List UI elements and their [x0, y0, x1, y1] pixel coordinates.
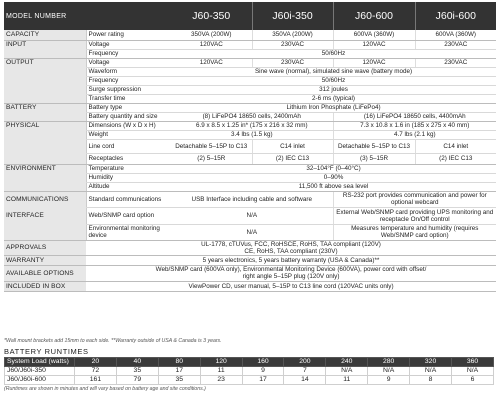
power-rating-value: 350VA (200W): [171, 30, 252, 40]
waveform-value: Sine wave (normal), simulated sine wave (battery mode): [171, 67, 496, 76]
battery-qty-600: (16) LiFePO4 18650 cells, 4400mAh: [333, 112, 496, 121]
load-cell: 120: [200, 358, 242, 367]
runtimes-row-label: J60/J60i-600: [5, 376, 75, 385]
load-cell: 360: [452, 358, 494, 367]
runtime-cell: 14: [284, 376, 326, 385]
load-cell: 240: [326, 358, 368, 367]
temperature-row: [4, 164, 496, 173]
receptacles-value: (2) IEC C13: [252, 153, 333, 164]
webcard-row: [4, 207, 496, 224]
section-interface: INTERFACE: [4, 207, 86, 224]
header-row: [4, 2, 496, 30]
waveform-row: [4, 67, 496, 76]
section-environment: ENVIRONMENT: [4, 164, 86, 173]
runtime-cell: 23: [200, 376, 242, 385]
load-cell: 80: [158, 358, 200, 367]
standard-comms-600: RS-232 port provides communication and power for optional webcard: [333, 191, 496, 207]
attr-weight: Weight: [86, 130, 171, 139]
battery-qty-350: (8) LiFePO4 18650 cells, 2400mAh: [171, 112, 333, 121]
attr-receptacles: Receptacles: [86, 153, 171, 164]
attr-line-cord: Line cord: [86, 139, 171, 153]
options-line-2: right angle 5–15P plug (120V only): [242, 273, 340, 280]
section-battery: BATTERY: [4, 103, 86, 112]
receptacles-row: [4, 153, 496, 164]
attr-humidity: Humidity: [86, 173, 171, 182]
standard-comms-350: USB Interface including cable and software: [171, 191, 333, 207]
inbox-value: ViewPower CD, user manual, 5–15P to C13 line cord (120VAC units only): [86, 281, 496, 291]
envmon-600: Measures temperature and humidity (requires Web/SNMP card option): [333, 224, 496, 240]
attr-transfer: Transfer time: [86, 94, 171, 103]
altitude-row: [4, 182, 496, 191]
input-voltage-value: 120VAC: [171, 40, 252, 49]
runtimes-note: (Runtimes are shown in minutes and will vary based on battery age and site conditions.): [4, 386, 206, 392]
dimensions-350: 6.9 x 8.5 x 1.25 in* (175 x 216 x 32 mm): [171, 121, 333, 130]
runtime-cell: 7: [284, 367, 326, 376]
attr-envmon: Environmental monitoring device: [86, 224, 171, 240]
runtime-cell: 79: [116, 376, 158, 385]
section-output: OUTPUT: [4, 58, 86, 67]
input-voltage-row: [4, 40, 496, 49]
line-cord-row: [4, 139, 496, 153]
runtime-cell: 9: [368, 376, 410, 385]
runtime-cell: 9: [242, 367, 284, 376]
approvals-line-1: UL-1778, cTUVus, FCC, RoHSCE, RoHS, TAA compliant (120V): [201, 240, 381, 248]
attr-dimensions: Dimensions (W x D x H): [86, 121, 171, 130]
attr-power-rating: Power rating: [86, 30, 171, 40]
section-options: AVAILABLE OPTIONS: [4, 265, 86, 281]
envmon-row: [4, 224, 496, 240]
attr-temperature: Temperature: [86, 164, 171, 173]
line-cord-value: C14 inlet: [252, 139, 333, 153]
runtimes-header-row: [5, 358, 494, 367]
input-voltage-value: 230VAC: [415, 40, 496, 49]
attr-battery-qty: Battery quantity and size: [86, 112, 171, 121]
runtimes-row-600: [5, 376, 494, 385]
weight-600: 4.7 lbs (2.1 kg): [333, 130, 496, 139]
section-approvals: APPROVALS: [4, 240, 86, 255]
humidity-row: [4, 173, 496, 182]
warranty-row: [4, 255, 496, 265]
runtime-cell: 35: [116, 367, 158, 376]
webcard-600: External Web/SNMP card providing UPS monitoring and receptacle On/Off control: [333, 207, 496, 224]
section-input: INPUT: [4, 40, 86, 49]
transfer-row: [4, 94, 496, 103]
output-voltage-value: 230VAC: [415, 58, 496, 67]
receptacles-value: (2) 5–15R: [171, 153, 252, 164]
runtime-cell: 17: [242, 376, 284, 385]
attr-battery-type: Battery type: [86, 103, 171, 112]
runtime-cell: 161: [75, 376, 117, 385]
footnote: *Wall mount brackets add 15mm to each side. **Warranty outside of USA & Canada is 3 years.: [4, 338, 222, 344]
runtime-cell: N/A: [410, 367, 452, 376]
surge-value: 312 joules: [171, 85, 496, 94]
model-j60-350: J60-350: [171, 2, 252, 30]
model-j60-600: J60-600: [333, 2, 415, 30]
output-voltage-value: 230VAC: [252, 58, 333, 67]
inbox-row: [4, 281, 496, 291]
power-rating-value: 600VA (360W): [415, 30, 496, 40]
attr-altitude: Altitude: [86, 182, 171, 191]
section-capacity: CAPACITY: [4, 30, 86, 40]
runtime-cell: 17: [158, 367, 200, 376]
surge-row: [4, 85, 496, 94]
battery-qty-row: [4, 112, 496, 121]
weight-350: 3.4 lbs (1.5 kg): [171, 130, 333, 139]
envmon-350: N/A: [171, 224, 333, 240]
load-cell: 320: [410, 358, 452, 367]
transfer-value: 2-6 ms (typical): [171, 94, 496, 103]
weight-row: [4, 130, 496, 139]
input-voltage-value: 120VAC: [333, 40, 415, 49]
capacity-row: [4, 30, 496, 40]
model-j60i-600: J60i-600: [415, 2, 496, 30]
output-voltage-value: 120VAC: [333, 58, 415, 67]
load-cell: 200: [284, 358, 326, 367]
output-frequency-value: 50/60Hz: [171, 76, 496, 85]
runtimes-row-350: [5, 367, 494, 376]
attr-input-frequency: Frequency: [86, 49, 171, 58]
attr-webcard: Web/SNMP card option: [86, 207, 171, 224]
input-voltage-value: 230VAC: [252, 40, 333, 49]
model-number-label: MODEL NUMBER: [4, 2, 171, 30]
load-cell: 40: [116, 358, 158, 367]
section-physical: PHYSICAL: [4, 121, 86, 130]
load-cell: 280: [368, 358, 410, 367]
line-cord-value: Detachable 5–15P to C13: [333, 139, 415, 153]
load-cell: 160: [242, 358, 284, 367]
options-line-1: Web/SNMP card (600VA only), Environmental Monitoring Device (600VA), power cord with offset/: [155, 266, 427, 273]
battery-type-value: Lithium Iron Phosphate (LiFePo4): [171, 103, 496, 112]
output-voltage-row: [4, 58, 496, 67]
line-cord-value: C14 inlet: [415, 139, 496, 153]
input-frequency-value: 50/60Hz: [171, 49, 496, 58]
runtimes-header-label: System Load (watts): [5, 358, 75, 367]
attr-waveform: Waveform: [86, 67, 171, 76]
runtimes-row-label: J60/J60i-350: [5, 367, 75, 376]
section-communications: COMMUNICATIONS: [4, 191, 86, 207]
approvals-row: [4, 240, 496, 255]
attr-surge: Surge suppression: [86, 85, 171, 94]
runtime-cell: 11: [200, 367, 242, 376]
attr-input-voltage: Voltage: [86, 40, 171, 49]
runtime-cell: 72: [75, 367, 117, 376]
attr-standard-comms: Standard communications: [86, 191, 171, 207]
runtime-cell: 11: [326, 376, 368, 385]
runtime-cell: N/A: [368, 367, 410, 376]
runtime-cell: N/A: [326, 367, 368, 376]
standard-comms-row: [4, 191, 496, 207]
runtimes-title: BATTERY RUNTIMES: [4, 347, 89, 356]
output-voltage-value: 120VAC: [171, 58, 252, 67]
load-cell: 20: [75, 358, 117, 367]
attr-output-frequency: Frequency: [86, 76, 171, 85]
runtimes-table: [4, 357, 494, 385]
battery-type-row: [4, 103, 496, 112]
runtime-cell: 8: [410, 376, 452, 385]
approvals-line-2: CE, RoHS, TAA compliant (230V): [244, 247, 338, 255]
power-rating-value: 350VA (200W): [252, 30, 333, 40]
humidity-value: 0–90%: [171, 173, 496, 182]
section-warranty: WARRANTY: [4, 255, 86, 265]
dimensions-600: 7.3 x 10.8 x 1.6 in (185 x 275 x 40 mm): [333, 121, 496, 130]
output-frequency-row: [4, 76, 496, 85]
temperature-value: 32–104°F (0–40°C): [171, 164, 496, 173]
line-cord-value: Detachable 5–15P to C13: [171, 139, 252, 153]
options-row: [4, 265, 496, 281]
model-j60i-350: J60i-350: [252, 2, 333, 30]
attr-output-voltage: Voltage: [86, 58, 171, 67]
altitude-value: 11,500 ft above sea level: [171, 182, 496, 191]
warranty-value: 5 years electronics, 5 years battery warranty (USA & Canada)**: [86, 255, 496, 265]
receptacles-value: (3) 5–15R: [333, 153, 415, 164]
spec-table: [4, 2, 496, 292]
webcard-350: N/A: [171, 207, 333, 224]
power-rating-value: 600VA (360W): [333, 30, 415, 40]
runtime-cell: 35: [158, 376, 200, 385]
input-frequency-row: [4, 49, 496, 58]
runtime-cell: N/A: [452, 367, 494, 376]
receptacles-value: (2) IEC C13: [415, 153, 496, 164]
section-included: INCLUDED IN BOX: [4, 281, 86, 291]
dimensions-row: [4, 121, 496, 130]
runtime-cell: 6: [452, 376, 494, 385]
